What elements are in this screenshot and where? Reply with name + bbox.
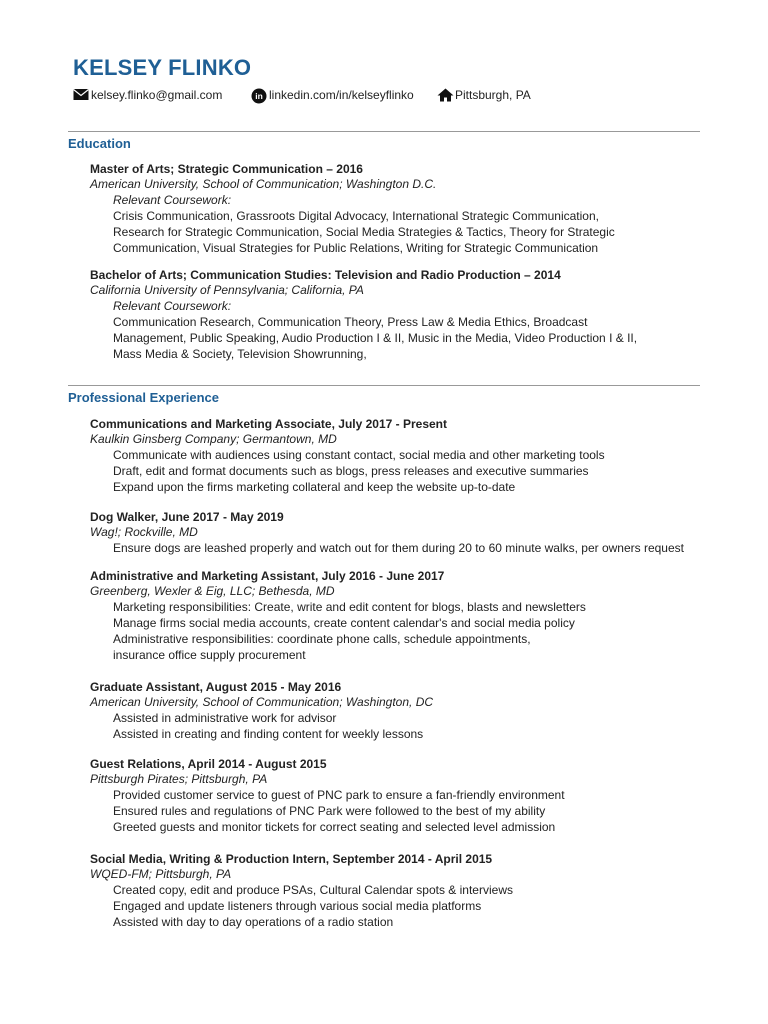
experience-entry — [90, 510, 710, 556]
duty-line: Administrative responsibilities: coordinate phone calls, schedule appointments, — [113, 632, 531, 646]
svg-text:in: in — [255, 91, 263, 102]
email-text: kelsey.flinko@gmail.com — [91, 88, 223, 102]
employer: Kaulkin Ginsberg Company; Germantown, MD — [90, 432, 337, 446]
duty-line: Assisted in administrative work for advisor — [113, 711, 337, 725]
duty-line: Assisted in creating and finding content for weekly lessons — [113, 727, 424, 741]
experience-entry — [90, 757, 710, 835]
duty-line: Draft, edit and format documents such as blogs, press releases and executive summaries — [113, 464, 589, 478]
education-heading: Education — [68, 136, 131, 151]
employer: Pittsburgh Pirates; Pittsburgh, PA — [90, 772, 268, 786]
location-text: Pittsburgh, PA — [455, 88, 531, 102]
coursework-line: Management, Public Speaking, Audio Production I & II, Music in the Media, Video Production I & II, — [113, 331, 638, 345]
employer: Greenberg, Wexler & Eig, LLC; Bethesda, MD — [90, 584, 335, 598]
job-title: Guest Relations, April 2014 - August 2015 — [90, 757, 327, 771]
job-title: Communications and Marketing Associate, July 2017 - Present — [90, 417, 447, 431]
experience-heading: Professional Experience — [68, 390, 220, 405]
envelope-icon — [73, 88, 89, 102]
experience-entry — [90, 852, 710, 930]
education-divider — [68, 131, 700, 132]
coursework-label: Relevant Coursework: — [113, 193, 232, 207]
job-title: Administrative and Marketing Assistant, July 2016 - June 2017 — [90, 569, 445, 583]
coursework-line: Communication, Visual Strategies for Public Relations, Writing for Strategic Communication — [113, 241, 599, 255]
degree-title: Bachelor of Arts; Communication Studies: Television and Radio Production – 2014 — [90, 268, 561, 282]
duty-line: Communicate with audiences using constant contact, social media and other marketing tools — [113, 448, 605, 462]
candidate-name: KELSEY FLINKO — [73, 55, 252, 80]
duty-line: Assisted with day to day operations of a radio station — [113, 915, 394, 929]
duty-line: Created copy, edit and produce PSAs, Cultural Calendar spots & interviews — [113, 883, 513, 897]
duty-line: Expand upon the firms marketing collateral and keep the website up-to-date — [113, 480, 516, 494]
education-entry — [90, 268, 710, 362]
linkedin-contact[interactable] — [251, 86, 414, 104]
home-icon — [437, 88, 453, 102]
duty-line: Provided customer service to guest of PNC park to ensure a fan-friendly environment — [113, 788, 565, 802]
coursework-line: Communication Research, Communication Theory, Press Law & Media Ethics, Broadcast — [113, 315, 588, 329]
coursework-line: Crisis Communication, Grassroots Digital Advocacy, International Strategic Communication, — [113, 209, 599, 223]
job-title: Graduate Assistant, August 2015 - May 2016 — [90, 680, 342, 694]
job-title: Dog Walker, June 2017 - May 2019 — [90, 510, 284, 524]
linkedin-text: linkedin.com/in/kelseyflinko — [269, 88, 414, 102]
duty-line: insurance office supply procurement — [113, 648, 306, 662]
email-contact[interactable] — [73, 86, 222, 104]
job-title: Social Media, Writing & Production Intern, September 2014 - April 2015 — [90, 852, 493, 866]
school-name: American University, School of Communication; Washington D.C. — [90, 177, 437, 191]
coursework-label: Relevant Coursework: — [113, 299, 232, 313]
employer: WQED-FM; Pittsburgh, PA — [90, 867, 232, 881]
degree-title: Master of Arts; Strategic Communication – 2016 — [90, 162, 363, 176]
experience-entry — [90, 680, 710, 742]
experience-entry — [90, 417, 710, 495]
coursework-line: Mass Media & Society, Television Showrunning, — [113, 347, 367, 361]
coursework-line: Research for Strategic Communication, Social Media Strategies & Tactics, Theory for Strategic — [113, 225, 615, 239]
linkedin-icon — [251, 88, 267, 102]
duty-line: Ensured rules and regulations of PNC Park were followed to the best of my ability — [113, 804, 546, 818]
employer: American University, School of Communication; Washington, DC — [90, 695, 434, 709]
school-name: California University of Pennsylvania; California, PA — [90, 283, 364, 297]
duty-line: Manage firms social media accounts, create content calendar's and social media policy — [113, 616, 575, 630]
employer: Wag!; Rockville, MD — [90, 525, 198, 539]
experience-entry — [90, 569, 710, 663]
location-contact — [437, 86, 531, 104]
education-entry — [90, 162, 710, 256]
duty-line: Ensure dogs are leashed properly and watch out for them during 20 to 60 minute walks, per owners request — [113, 541, 684, 555]
duty-line: Marketing responsibilities: Create, write and edit content for blogs, blasts and newsletters — [113, 600, 586, 614]
experience-divider — [68, 385, 700, 386]
duty-line: Greeted guests and monitor tickets for correct seating and selected level admission — [113, 820, 556, 834]
duty-line: Engaged and update listeners through various social media platforms — [113, 899, 482, 913]
